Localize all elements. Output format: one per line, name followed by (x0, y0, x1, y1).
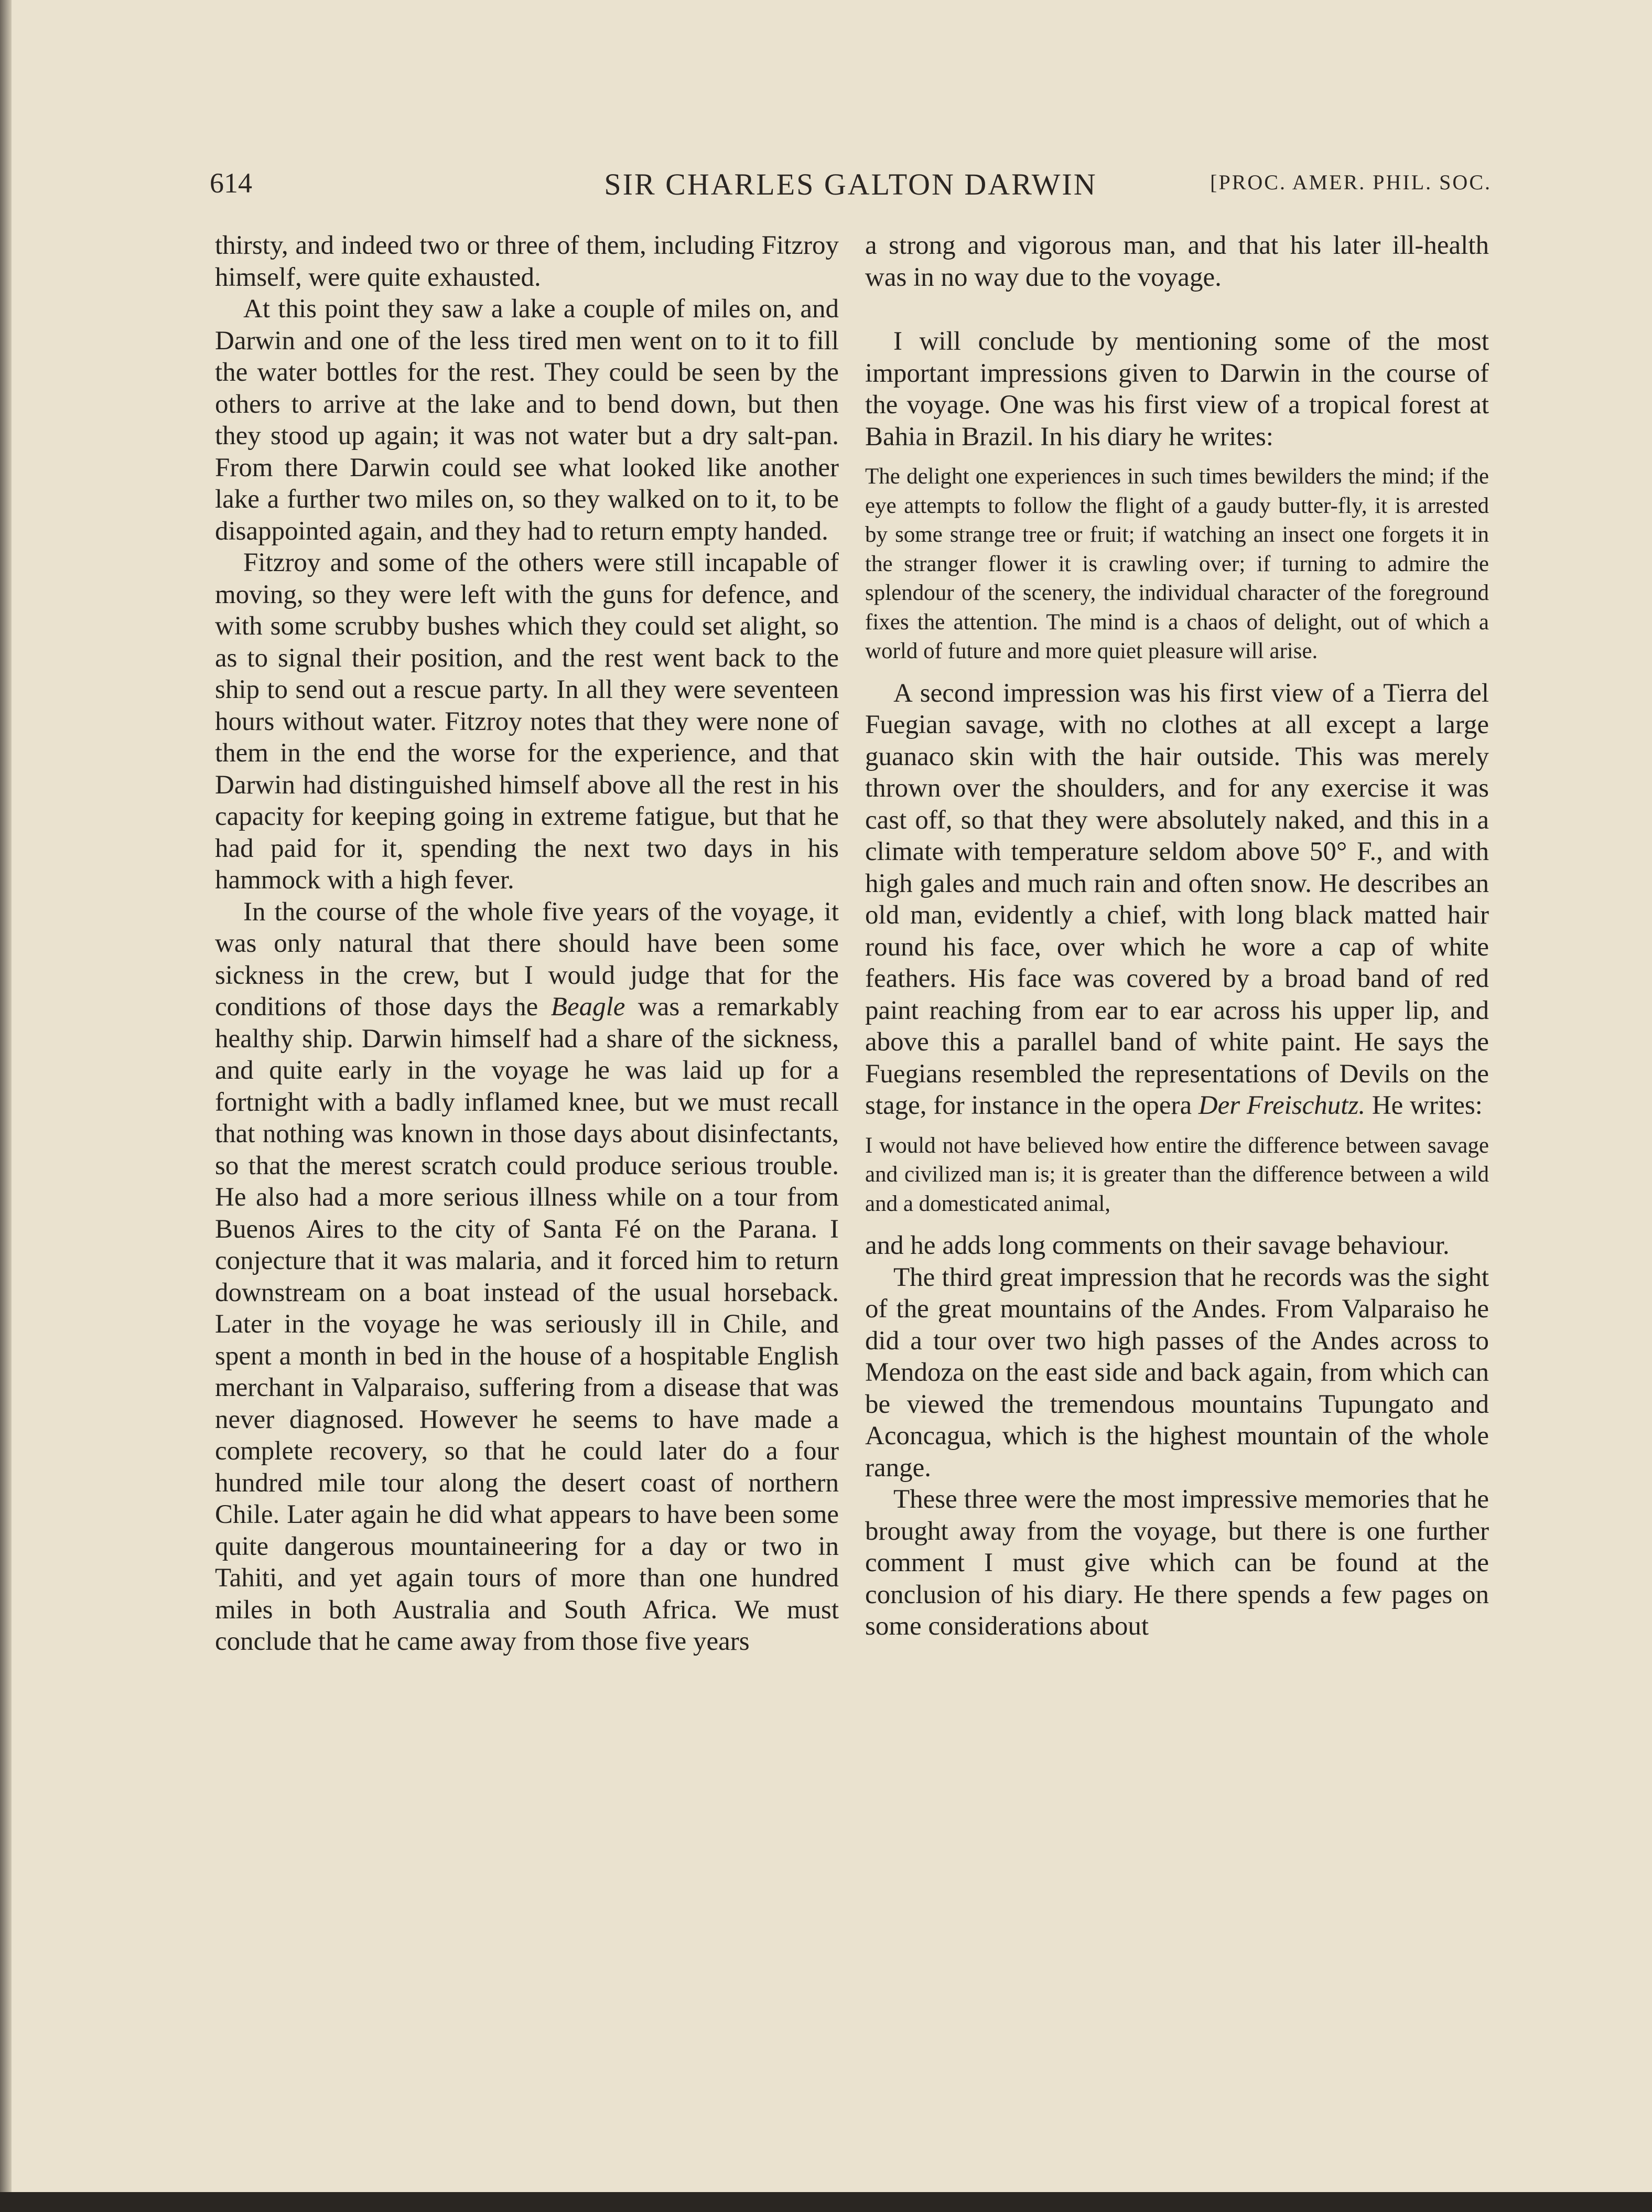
running-title: SIR CHARLES GALTON DARWIN (604, 167, 1097, 201)
paragraph: and he adds long comments on their savage behaviour. (865, 1231, 1450, 1260)
left-column (215, 230, 839, 1658)
page-number: 614 (210, 167, 252, 199)
block-quote: I would not have believed how entire the difference between savage and civilized man is; it is greater than the difference between a wild and a domesticated animal, (865, 1133, 1489, 1216)
right-column (865, 230, 1489, 1642)
block-quote: The delight one experiences in such times bewilders the mind; if the eye attempts to follow the flight of a gaudy butter-fly, it is arrested by some strange tree or fruit; if watching an insect one forgets it in the stranger flower it is crawling over; if turning to admire the splendour of the scenery, the individual character of the foreground fixes the attention. The mind is a chaos of delight, out of which a world of future and more quiet pleasure will arise. (865, 464, 1489, 663)
ship-name-italic: Beagle (550, 992, 625, 1022)
paragraph: I will conclude by mentioning some of the most important impressions given to Darwin in the course of the voyage. One was his first view of a tropical forest at Bahia in Brazil. In his diary he writes: (865, 327, 1489, 452)
paragraph: These three were the most impressive memories that he brought away from the voyage, but there is one further comment I must give which can be found at the conclusion of his diary. He there spends a few pages on some considerations about (865, 1485, 1489, 1641)
paragraph (215, 896, 839, 1658)
paragraph: a strong and vigorous man, and that his later ill-health was in no way due to the voyage. (865, 231, 1489, 292)
page-spine-shadow (0, 0, 12, 2212)
scan-border (0, 2192, 1652, 2212)
paragraph-text: A second impression was his first view of a Tierra del Fuegian savage, with no clothes at all except a large guanaco skin with the hair outside. This was merely thrown over the shoulders, and for any exercise it was cast off, so that they were absolutely naked, and this in a climate with temperature seldom above 50° F., and with high gales and much rain and often snow. He describes an old man, evidently a chief, with long black matted hair round his face, over which he wore a cap of white feathers. His face was covered by a broad band of red paint reaching from ear to ear across his upper lip, and above this a parallel band of white paint. He says the Fuegians resembled the representations of Devils on the stage, for instance in the opera (865, 678, 1489, 1120)
paragraph: At this point they saw a lake a couple of miles on, and Darwin and one of the less tired men went on to it to fill the water bottles for the rest. They could be seen by the others to arrive at the lake and to bend down, but then they stood up again; it was not water but a dry salt-pan. From there Darwin could see what looked like another lake a further two miles on, so they walked on to it, to be disappointed again, and they had to return empty handed. (215, 294, 839, 546)
opera-title-italic: Der Freischutz. (1198, 1091, 1366, 1120)
journal-reference: [PROC. AMER. PHIL. SOC. (1210, 170, 1492, 194)
paragraph (865, 678, 1489, 1122)
paragraph: Fitzroy and some of the others were still incapable of moving, so they were left with the guns for defence, and with some scrubby bushes which they could set alight, so as to signal their position, and the rest went back to the ship to send out a rescue party. In all they were seventeen hours without water. Fitzroy notes that they were none of them in the end the worse for the experience, and that Darwin had distinguished himself above all the rest in his capacity for keeping going in extreme fatigue, but that he had paid for it, spending the next two days in his hammock with a high fever. (215, 548, 839, 895)
paragraph-text: was a remarkably healthy ship. Darwin himself had a share of the sickness, and quite early in the voyage he was laid up for a fortnight with a badly inflamed knee, but we must recall that nothing was known in those days about disinfectants, so that the merest scratch could produce serious trouble. He also had a more serious illness while on a tour from Buenos Aires to the city of Santa Fé on the Parana. I conjecture that it was malaria, and it forced him to return downstream on a boat instead of the usual horseback. Later in the voyage he was seriously ill in Chile, and spent a month in bed in the house of a hospitable English merchant in Valparaiso, suffering from a disease that was never diagnosed. However he seems to have made a complete recovery, so that he could later do a four hundred mile tour along the desert coast of northern Chile. Later again he did what appears to have been some quite dangerous mountaineering for a day or two in Tahiti, and yet again tours of more than one hundred miles in both Australia and South Africa. We must conclude that he came away from those five years (215, 992, 839, 1656)
paragraph-text: He writes: (1365, 1091, 1483, 1120)
paragraph-text: In the course of the whole five years of the voyage, it was only natural that there should have been some sickness in the crew, but I would judge that for the conditions of those days the (215, 897, 839, 1022)
running-header (210, 167, 1492, 214)
paragraph: The third great impression that he records was the sight of the great mountains of the Andes. From Valparaiso he did a tour over two high passes of the Andes across to Mendoza on the east side and back again, from which can be viewed the tremendous mountains Tupungato and Aconcagua, which is the highest mountain of the whole range. (865, 1262, 1489, 1483)
paragraph: thirsty, and indeed two or three of them, including Fitzroy himself, were quite exhausted. (215, 231, 839, 292)
